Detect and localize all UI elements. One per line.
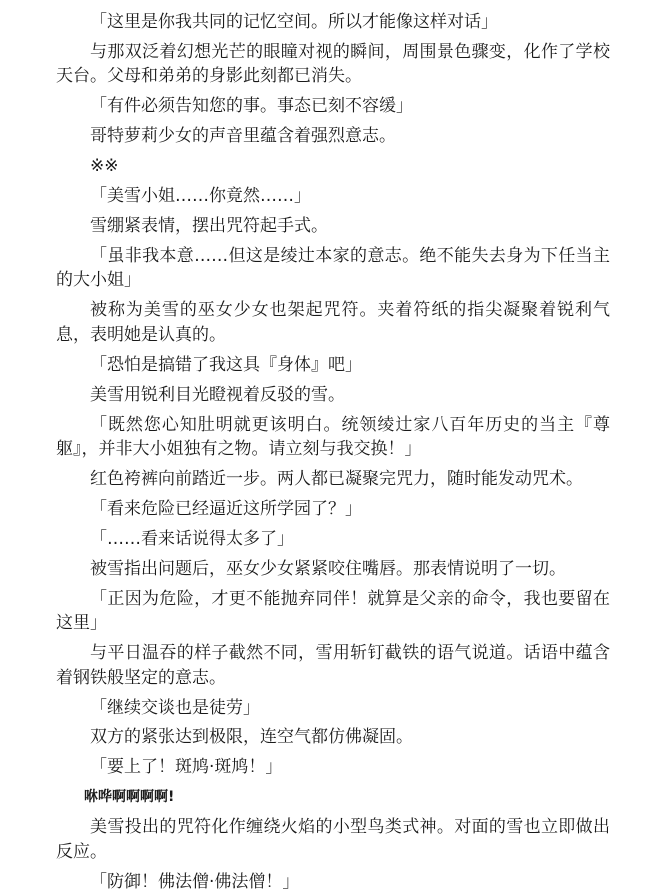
paragraph: 「美雪小姐……你竟然……」 — [90, 186, 311, 207]
paragraph: 「既然您心知肚明就更该明白。统领绫辻家八百年历史的当主『尊躯』，并非大小姐独有之物。请立刻与我交换！」 — [56, 414, 610, 460]
paragraph: 与那双泛着幻想光芒的眼瞳对视的瞬间，周围景色骤变，化作了学校天台。父母和弟弟的身影此刻都已消失。 — [56, 41, 610, 87]
paragraph: 美雪用锐利目光瞪视着反驳的雪。 — [90, 384, 345, 405]
paragraph: 哥特萝莉少女的声音里蕴含着强烈意志。 — [90, 126, 396, 147]
paragraph: 美雪投出的咒符化作缠绕火焰的小型鸟类式神。对面的雪也立即做出反应。 — [56, 817, 610, 862]
paragraph: 被雪指出问题后，巫女少女紧紧咬住嘴唇。那表情说明了一切。 — [90, 558, 566, 579]
paragraph: 「继续交谈也是徒劳」 — [90, 697, 260, 718]
paragraph: 「虽非我本意……但这是绫辻本家的意志。绝不能失去身为下任当主的大小姐」 — [56, 245, 610, 291]
paragraph: 雪绷紧表情，摆出咒符起手式。 — [90, 215, 328, 236]
paragraph: 与平日温吞的样子截然不同，雪用斩钉截铁的语气说道。话语中蕴含着钢铁般坚定的意志。 — [56, 643, 610, 688]
sound-effect: 咻哗啊啊啊啊! — [84, 789, 175, 806]
paragraph: 红色袴裤向前踏近一步。两人都已凝聚完咒力，随时能发动咒术。 — [90, 469, 583, 490]
paragraph: 「看来危险已经逼近这所学园了？」 — [90, 498, 362, 519]
scene-break: ※※ — [90, 156, 119, 177]
paragraph: 「正因为危险，才更不能抛弃同伴！就算是父亲的命令，我也要留在这里」 — [56, 588, 610, 634]
paragraph: 「要上了！斑鸠·斑鸠！」 — [90, 757, 283, 778]
paragraph: 被称为美雪的巫女少女也架起咒符。夹着符纸的指尖凝聚着锐利气息，表明她是认真的。 — [56, 300, 610, 345]
paragraph: 「恐怕是搞错了我这具『身体』吧」 — [90, 354, 362, 375]
paragraph: 双方的紧张达到极限，连空气都仿佛凝固。 — [90, 727, 413, 748]
paragraph: 「这里是你我共同的记忆空间。所以才能像这样对话」 — [90, 12, 498, 32]
paragraph: 「防御！佛法僧·佛法僧！」 — [90, 871, 300, 892]
paragraph: 「有件必须告知您的事。事态已刻不容缓」 — [90, 96, 413, 117]
paragraph: 「……看来话说得太多了」 — [90, 528, 294, 549]
